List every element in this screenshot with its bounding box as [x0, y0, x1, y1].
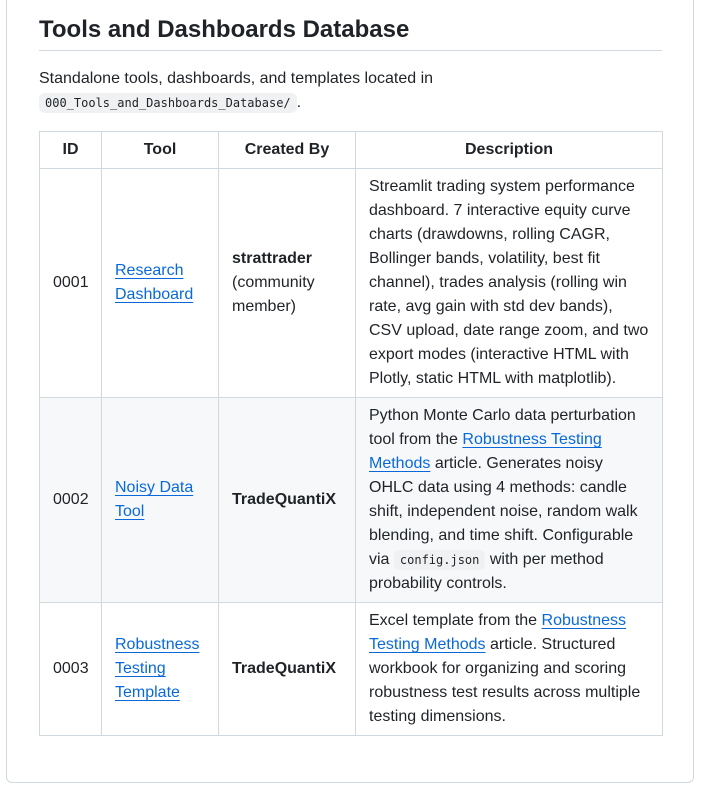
- config-file-code: config.json: [394, 550, 485, 570]
- row-id: 0002: [40, 398, 102, 603]
- description-text: Excel template from the: [369, 612, 538, 629]
- row-tool-cell: [102, 398, 219, 603]
- section-heading: Tools and Dashboards Database: [39, 14, 662, 51]
- intro-text: Standalone tools, dashboards, and templates located in: [39, 70, 434, 87]
- tool-link-robustness-testing-template[interactable]: Robustness Testing Template: [115, 636, 200, 701]
- intro-paragraph: [39, 67, 662, 115]
- header-tool: Tool: [102, 132, 219, 169]
- row-description: Streamlit trading system performance dashboard. 7 interactive equity curve charts (drawdowns, rolling CAGR, Bollinger bands, volatility, best fit channel), trades analysis (rolling win rate, avg gain with std dev bands), CSV upload, date range zoom, and two export modes (interactive HTML with Plotly, static HTML with matplotlib).: [356, 169, 663, 398]
- row-id: 0001: [40, 169, 102, 398]
- table-row: [40, 603, 663, 736]
- description-text: Python Monte Carlo data perturbation tool from the: [369, 407, 636, 448]
- header-created-by: Created By: [219, 132, 356, 169]
- row-tool-cell: [102, 169, 219, 398]
- robustness-methods-link[interactable]: Robustness Testing Methods: [369, 612, 627, 653]
- table-header-row: [40, 132, 663, 169]
- tools-table: [39, 131, 663, 736]
- description-text: with per method probability controls.: [369, 551, 604, 592]
- header-id: ID: [40, 132, 102, 169]
- row-tool-cell: [102, 603, 219, 736]
- table-row: [40, 398, 663, 603]
- row-creator-cell: [219, 398, 356, 603]
- robustness-methods-link[interactable]: Robustness Testing Methods: [369, 431, 602, 472]
- row-id: 0003: [40, 603, 102, 736]
- intro-suffix: .: [296, 94, 302, 111]
- description-text: article. Structured workbook for organizing and scoring robustness test results across multiple testing dimensions.: [369, 636, 641, 725]
- creator-name: strattrader: [232, 250, 313, 267]
- tool-link-noisy-data-tool[interactable]: Noisy Data Tool: [115, 479, 194, 520]
- row-description: [356, 398, 663, 603]
- creator-name: TradeQuantiX: [232, 491, 337, 508]
- table-row: [40, 169, 663, 398]
- folder-path-code: 000_Tools_and_Dashboards_Database/: [39, 93, 297, 113]
- row-creator-cell: [219, 603, 356, 736]
- tool-link-research-dashboard[interactable]: Research Dashboard: [115, 262, 194, 303]
- row-description: [356, 603, 663, 736]
- creator-note: (community member): [232, 274, 315, 315]
- row-creator-cell: [219, 169, 356, 398]
- description-text: article. Generates noisy OHLC data using 4 methods: candle shift, independent noise, random walk blending, and time shift. Configurable via: [369, 455, 638, 568]
- header-description: Description: [356, 132, 663, 169]
- creator-name: TradeQuantiX: [232, 660, 337, 677]
